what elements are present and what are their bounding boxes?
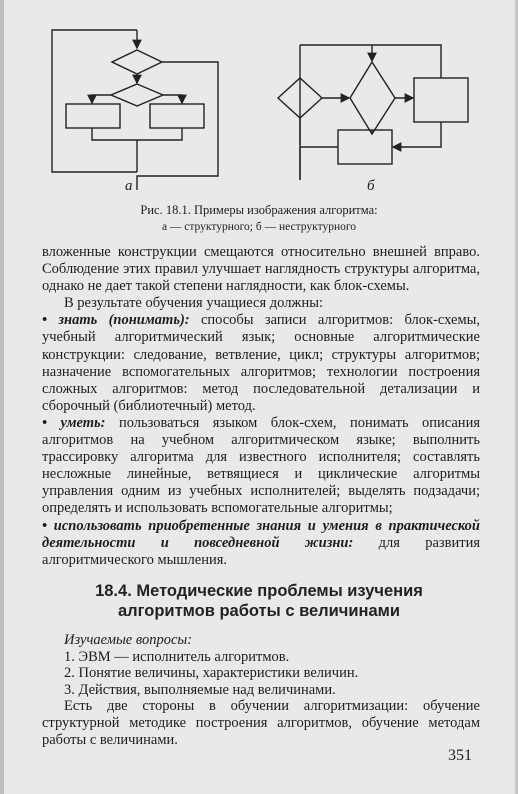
condition-diamond-1 <box>112 50 162 74</box>
figure-label-b: б <box>367 178 375 194</box>
paragraph-1: вложенные конструкции смещаются относительно внешней вправо. Соблюдение этих правил улучшает наглядность структуры алгоритма, однако не дает такой степени наглядности, как блок-схемы. <box>42 244 480 295</box>
question-item: 1. ЭВМ — исполнитель алгоритмов. <box>64 648 290 665</box>
know-lead: • знать (понимать): <box>42 312 190 329</box>
condition-diamond-right <box>350 62 395 134</box>
figure-caption-line2: а — структурного; б — неструктурного <box>161 221 357 233</box>
page-number: 351 <box>448 747 472 764</box>
condition-diamond-2 <box>111 84 163 106</box>
structured-flowchart-a <box>52 30 218 190</box>
know-text: способы записи алгоритмов: блок-схемы, учебный алгоритмический язык; основные алгоритмические конструкции: следование, ветвление, цикл; структуры алгоритмов; назначение вспомогательных алгоритмов; технологии построения сложных алгоритмов: метод последовательной детализации и сборочный (библиотечный) метод. <box>42 312 480 414</box>
can-text: пользоваться языком блок-схем, понимать описания алгоритмов на учебном алгоритмическом языке; выполнить трассировку алгоритма для известного исполнителя; составлять несложные линейные, ветвящиеся и циклические алгоритмы управления одним из учебных исполнителей; выделять подзадачи; определять и использовать вспомогательные алгоритмы; <box>42 414 480 517</box>
action-block-left <box>66 104 120 128</box>
action-block-right-b <box>414 78 468 122</box>
action-block-right <box>150 104 204 128</box>
section-title-line1: 18.4. Методические проблемы изучения <box>95 582 423 600</box>
paragraph-use <box>42 518 480 569</box>
body-text <box>42 244 480 569</box>
flowchart-figure <box>0 0 518 200</box>
use-lead: • использовать приобретенные знания и умения в практической деятельности и повседневной жизни: <box>42 517 480 551</box>
question-item: 2. Понятие величины, характеристики величин. <box>64 665 359 682</box>
use-text: для развития алгоритмического мышления. <box>42 534 480 568</box>
questions-block <box>42 632 480 748</box>
closing-paragraph: Есть две стороны в обучении алгоритмизации: обучение структурной методике построения алгоритмов, обучение методам работы с величинами. <box>42 698 480 748</box>
section-title <box>0 582 518 621</box>
can-lead: • уметь: <box>42 414 106 431</box>
paragraph-can <box>42 415 480 518</box>
section-title-line2: алгоритмов работы с величинами <box>117 601 401 620</box>
question-item: 3. Действия, выполняемые над величинами. <box>64 681 336 698</box>
action-block-lower-b <box>338 130 392 164</box>
questions-heading: Изучаемые вопросы: <box>64 632 193 648</box>
paragraph-know <box>42 312 480 415</box>
paragraph-2: В результате обучения учащиеся должны: <box>64 295 323 312</box>
figure-caption-line1: Рис. 18.1. Примеры изображения алгоритма: <box>140 203 378 217</box>
unstructured-flowchart-b <box>278 45 468 180</box>
figure-label-a: а <box>125 178 133 194</box>
